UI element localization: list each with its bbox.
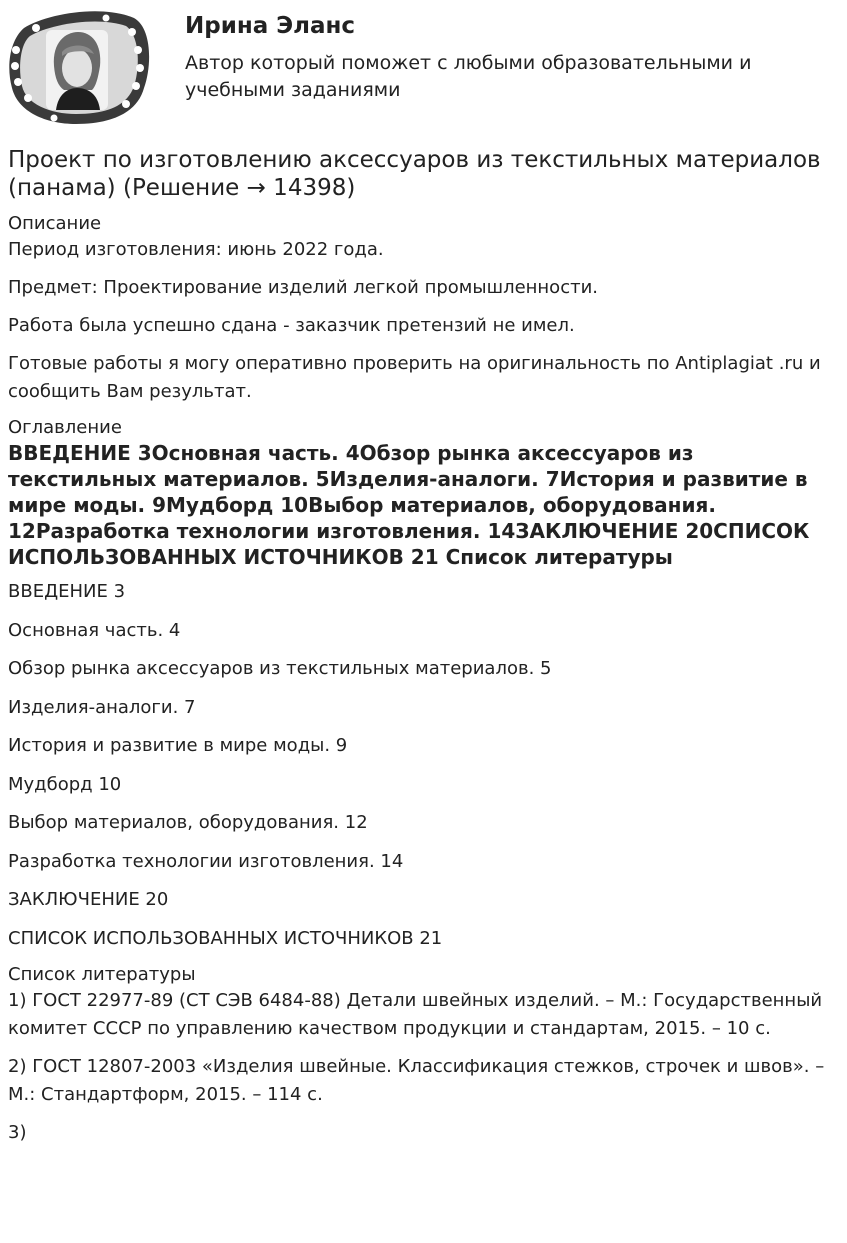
toc-item: Разработка технологии изготовления. 14 [8,850,404,872]
description-paragraph: Работа была успешно сдана - заказчик претензий не имел. [8,315,575,336]
toc-item: ВВЕДЕНИЕ 3 [8,581,126,602]
description-paragraph: Готовые работы я могу оперативно проверить на оригинальность по Antiplagiat .ru и сообщить Вам результат. [8,353,821,402]
toc-item: Изделия-аналоги. 7 [8,696,196,718]
description-label: Описание [8,213,102,234]
film-strip-portrait-icon [6,6,152,128]
author-header [0,0,847,132]
toc-item: СПИСОК ИСПОЛЬЗОВАННЫХ ИСТОЧНИКОВ 21 [8,927,443,949]
author-name: Ирина Эланс [185,13,356,39]
toc-item: Мудборд 10 [8,773,122,795]
literature-item: 2) ГОСТ 12807-2003 «Изделия швейные. Классификация стежков, строчек и швов». – М.: Стандартформ, 2015. – 114 с. [8,1056,825,1105]
author-description: Автор который поможет с любыми образовательными и учебными заданиями [185,52,752,101]
description-paragraph: Период изготовления: июнь 2022 года. [8,239,384,260]
toc-summary: ВВЕДЕНИЕ 3Основная часть. 4Обзор рынка аксессуаров из текстильных материалов. 5Изделия-аналоги. 7История и развитие в мире моды. 9Мудборд 10Выбор материалов, оборудования. 12Разработка технологии изготовления. 14ЗАКЛЮЧЕНИЕ 20СПИСОК ИСПОЛЬЗОВАННЫХ ИСТОЧНИКОВ 21 Список литературы [8,441,810,569]
literature-item: 3) [8,1122,27,1143]
toc-item: Выбор материалов, оборудования. 12 [8,812,368,833]
toc-item: История и развитие в мире моды. 9 [8,735,348,756]
description-paragraph: Предмет: Проектирование изделий легкой промышленности. [8,277,599,298]
literature-item: 1) ГОСТ 22977-89 (СТ СЭВ 6484-88) Детали швейных изделий. – М.: Государственный комитет СССР по управлению качеством продукции и стандартам, 2015. – 10 с. [8,990,823,1039]
toc-item: ЗАКЛЮЧЕНИЕ 20 [8,889,169,910]
toc-item: Обзор рынка аксессуаров из текстильных материалов. 5 [8,658,552,679]
document-title: Проект по изготовлению аксессуаров из текстильных материалов (панама) (Решение → 14398) [8,147,821,201]
document-content [8,146,828,1157]
literature-label: Список литературы [8,964,196,985]
toc-item: Основная часть. 4 [8,619,181,641]
toc-label: Оглавление [8,417,122,438]
